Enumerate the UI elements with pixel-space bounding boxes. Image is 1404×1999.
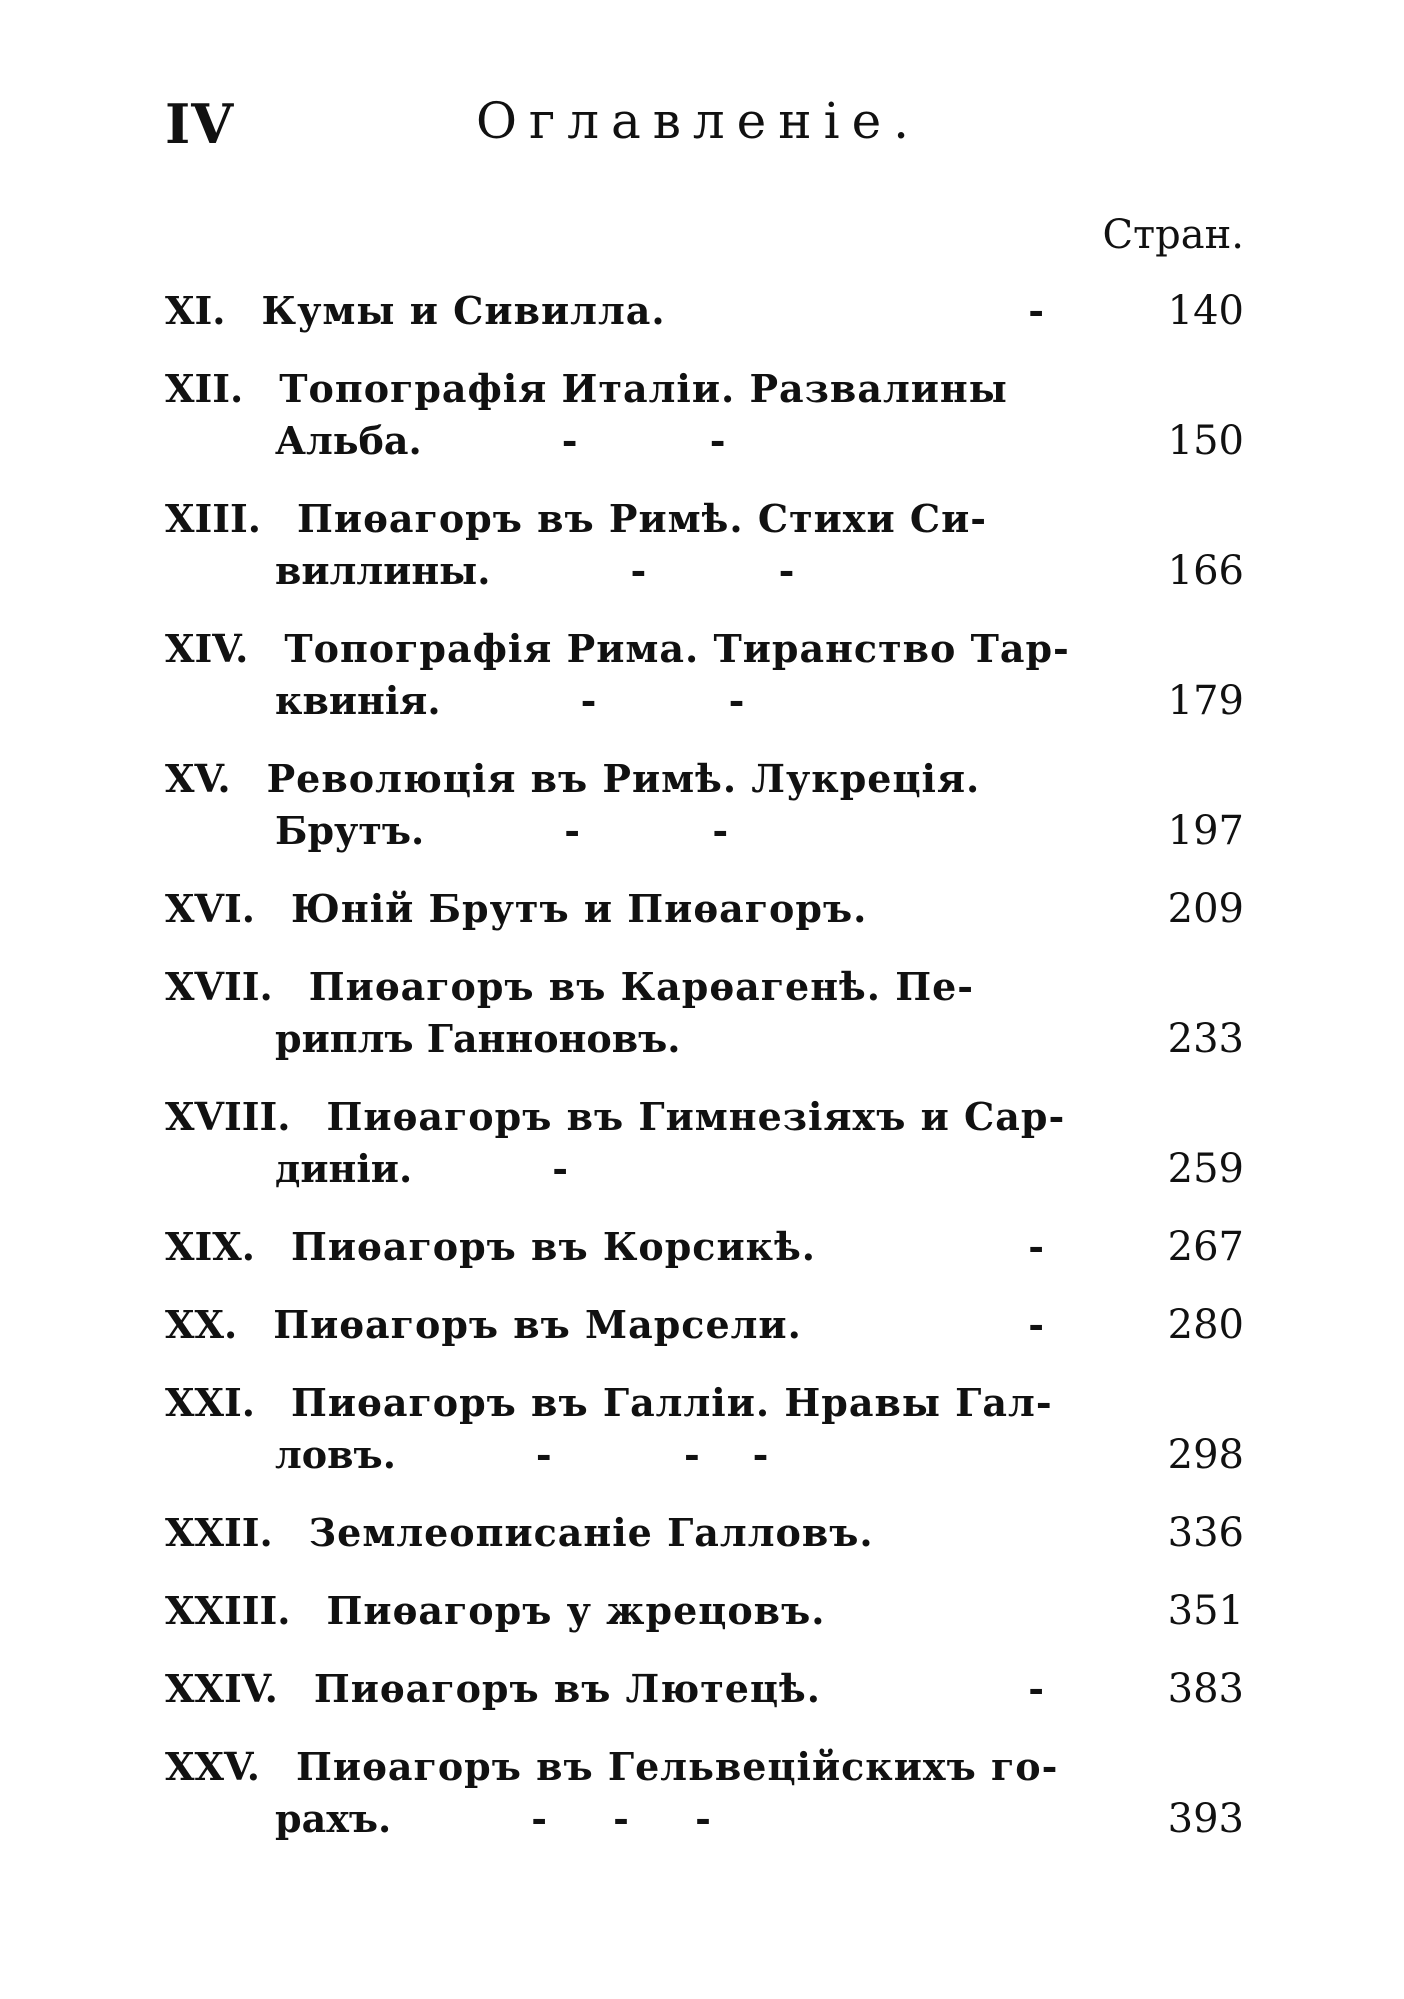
toc-entry [165, 285, 1244, 337]
chapter-title-line1: Революція въ Римѣ. Лукреція. [266, 756, 981, 801]
chapter-number: XIX. [165, 1224, 255, 1269]
toc-entry-heading [165, 1741, 1058, 1793]
toc-entry-heading [165, 753, 980, 805]
chapter-title-line1: Землеописаніе Галловъ. [308, 1510, 874, 1555]
chapter-title-line2: риплъ Ганноновъ. [275, 1016, 681, 1061]
chapter-number: XX. [165, 1302, 238, 1347]
page-reference: 179 [1167, 678, 1244, 724]
chapter-title-line1: Пиѳагоръ въ Галліи. Нравы Гал- [290, 1380, 1053, 1425]
leader-dashes: - - - [531, 1796, 711, 1841]
toc-entry [165, 1741, 1244, 1845]
toc-entry-heading [165, 1663, 821, 1715]
toc-entry-heading [165, 623, 1070, 675]
chapter-number: XXI. [165, 1380, 255, 1425]
toc-entry-heading [165, 1299, 802, 1351]
page-reference: 298 [1167, 1432, 1244, 1478]
page-reference: 280 [1167, 1302, 1244, 1348]
chapter-number: XVII. [165, 964, 273, 1009]
toc-entry-heading [165, 493, 987, 545]
toc-entry [165, 961, 1244, 1065]
leader-dashes: - - [580, 678, 745, 723]
toc-entry [165, 753, 1244, 857]
chapter-title-line1: Пиѳагоръ въ Гимнезіяхъ и Сар- [326, 1094, 1066, 1139]
toc-entry [165, 1507, 1244, 1559]
page-reference: 233 [1167, 1016, 1244, 1062]
page-reference: 393 [1167, 1796, 1244, 1842]
chapter-title-line2: виллины. [275, 548, 491, 593]
chapter-title-line2: Брутъ. [275, 808, 425, 853]
page-reference: 383 [1167, 1666, 1244, 1712]
chapter-number: XV. [165, 756, 231, 801]
chapter-title-line1: Пиѳагоръ у жрецовъ. [326, 1588, 826, 1633]
chapter-title-line2: Альба. [275, 418, 422, 463]
page-reference: 267 [1167, 1224, 1244, 1270]
chapter-number: XVI. [165, 886, 255, 931]
toc-entry-heading [165, 363, 1008, 415]
toc-entry [165, 363, 1244, 467]
page-reference: 209 [1167, 886, 1244, 932]
toc-entry [165, 493, 1244, 597]
leader-dashes: - [1028, 288, 1044, 333]
chapter-number: XXIV. [165, 1666, 278, 1711]
toc-entry [165, 1299, 1244, 1351]
page-reference: 259 [1167, 1146, 1244, 1192]
toc-entry [165, 1377, 1244, 1481]
page-reference: 351 [1167, 1588, 1244, 1634]
leader-dashes: - - [561, 418, 726, 463]
page-reference: 150 [1167, 418, 1244, 464]
chapter-title-line1: Юній Брутъ и Пиѳагоръ. [290, 886, 868, 931]
page-reference: 140 [1167, 288, 1244, 334]
chapter-number: XVIII. [165, 1094, 291, 1139]
table-of-contents [165, 285, 1244, 1871]
leader-dashes: - - - [535, 1432, 769, 1477]
toc-entry [165, 1585, 1244, 1637]
chapter-number: XXIII. [165, 1588, 291, 1633]
leader-dashes: - - [564, 808, 729, 853]
leader-dashes: - [552, 1146, 568, 1191]
chapter-title-line1: Топографія Рима. Тиранство Тар- [284, 626, 1070, 671]
toc-entry-heading [165, 1507, 874, 1559]
toc-entry [165, 883, 1244, 935]
page-column-label: Стран. [1102, 212, 1244, 258]
chapter-number: XXII. [165, 1510, 273, 1555]
chapter-title-line2: квинія. [275, 678, 441, 723]
leader-dashes: - [1028, 1224, 1044, 1269]
leader-dashes: - - [630, 548, 795, 593]
page-reference: 197 [1167, 808, 1244, 854]
leader-dashes: - [1028, 1302, 1044, 1347]
chapter-number: XIV. [165, 626, 249, 671]
chapter-number: XXV. [165, 1744, 261, 1789]
chapter-number: XIII. [165, 496, 262, 541]
toc-entry-heading [165, 285, 666, 337]
toc-entry [165, 623, 1244, 727]
chapter-title-line1: Пиѳагоръ въ Корсикѣ. [290, 1224, 817, 1269]
page-title: Оглавленіе. [476, 92, 922, 150]
chapter-title-line1: Пиѳагоръ въ Марсели. [273, 1302, 802, 1347]
chapter-title-line1: Пиѳагоръ въ Карѳагенѣ. Пе- [308, 964, 975, 1009]
chapter-title-line2: рахъ. [275, 1796, 392, 1841]
chapter-title-line1: Топографія Италіи. Развалины [279, 366, 1008, 411]
page-reference: 336 [1167, 1510, 1244, 1556]
page-reference: 166 [1167, 548, 1244, 594]
leader-dashes: - [1028, 1666, 1044, 1711]
page-number: IV [165, 92, 235, 156]
toc-entry [165, 1663, 1244, 1715]
toc-entry-heading [165, 883, 867, 935]
chapter-number: XI. [165, 288, 226, 333]
toc-entry-heading [165, 1091, 1065, 1143]
toc-entry-heading [165, 961, 974, 1013]
chapter-title-line1: Кумы и Сивилла. [261, 288, 666, 333]
toc-entry [165, 1091, 1244, 1195]
chapter-title-line2: диніи. [275, 1146, 413, 1191]
chapter-title-line1: Пиѳагоръ въ Гельвеційскихъ го- [296, 1744, 1059, 1789]
chapter-title-line1: Пиѳагоръ въ Римѣ. Стихи Си- [297, 496, 988, 541]
toc-entry-heading [165, 1377, 1053, 1429]
chapter-title-line1: Пиѳагоръ въ Лютецѣ. [313, 1666, 821, 1711]
toc-entry-heading [165, 1585, 825, 1637]
toc-entry [165, 1221, 1244, 1273]
chapter-title-line2: ловъ. [275, 1432, 396, 1477]
chapter-number: XII. [165, 366, 244, 411]
toc-entry-heading [165, 1221, 816, 1273]
